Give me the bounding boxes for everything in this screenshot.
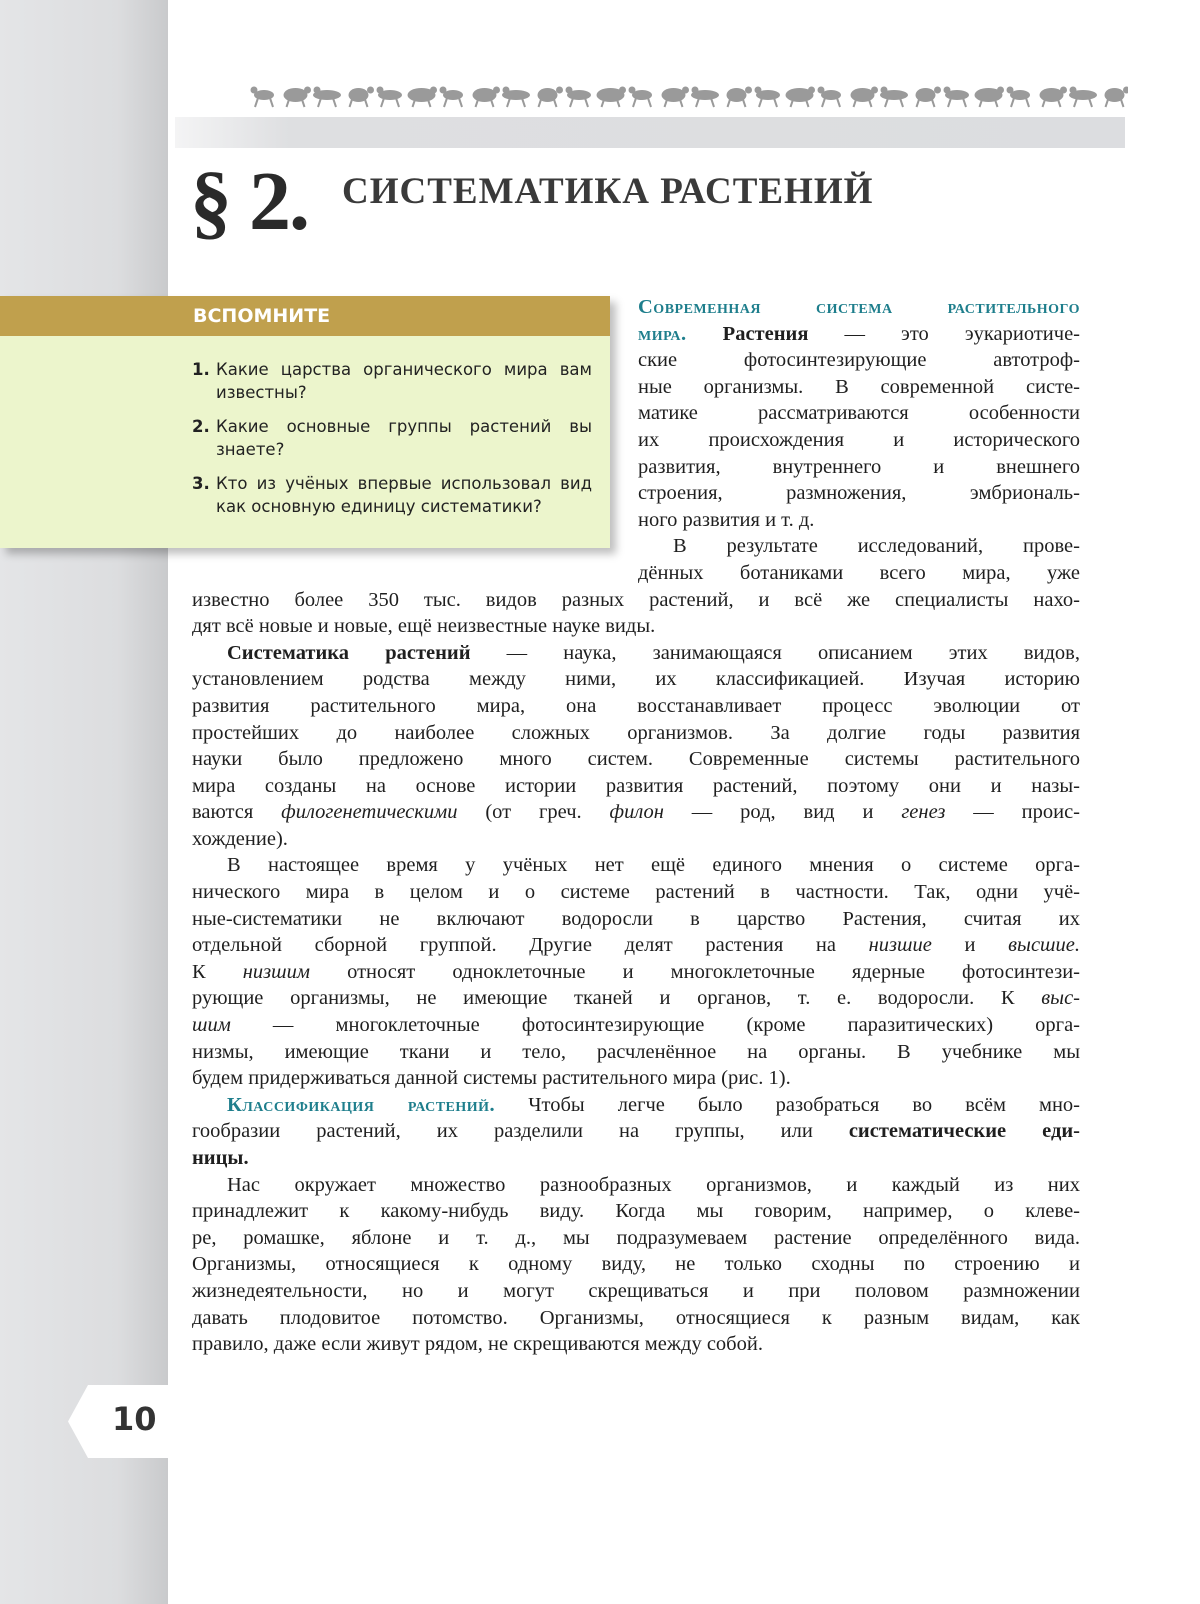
text-line: [192, 1092, 1080, 1119]
emphasis: филогенетическими: [281, 801, 458, 824]
text-line: [192, 1118, 1080, 1145]
text-segment: рующие организмы, не имеющие тканей и органов, т. е. водоросли. К: [192, 987, 1042, 1010]
animal-silhouette-icon: [691, 87, 719, 108]
text-segment: В настоящее время у учёных нет ещё единого мнения о системе орга-: [227, 854, 1080, 877]
animal-silhouette-icon: [440, 87, 464, 108]
subheading: мира.: [638, 322, 687, 345]
subheading: Современная система растительного: [638, 296, 1080, 318]
term: Растения: [722, 322, 809, 345]
question-number: 2.: [192, 417, 210, 436]
text-line: [638, 533, 1080, 560]
text-line: [192, 852, 1080, 879]
text-segment: дят всё новые и новые, ещё неизвестные науке виды.: [192, 615, 656, 638]
text-segment: Чтобы легче было разобраться во всём мно-: [495, 1093, 1080, 1116]
text-line: [192, 1145, 1080, 1172]
text-segment: дённых ботаниками всего мира, уже: [638, 561, 1080, 584]
section-number: § 2.: [190, 155, 308, 248]
question-number: 1.: [192, 360, 210, 379]
recall-header-label: ВСПОМНИТЕ: [193, 305, 331, 327]
text-line: [192, 1039, 1080, 1066]
text-segment: ные организмы. В современной систе-: [638, 375, 1080, 398]
text-line: [638, 400, 1080, 427]
text-line: [192, 746, 1080, 773]
text-line: [192, 613, 1080, 640]
animal-silhouette-icon: [473, 87, 501, 108]
text-segment: ного развития и т. д.: [638, 508, 815, 531]
text-line: [192, 1172, 1080, 1199]
term: систематические еди-: [848, 1120, 1080, 1143]
text-line: [192, 932, 1080, 959]
text-segment: будем придерживаться данной системы растительного мира (рис. 1).: [192, 1067, 791, 1090]
text-line: [192, 906, 1080, 933]
text-line: [638, 294, 1080, 321]
text-segment: — это эукариотиче-: [808, 322, 1081, 345]
emphasis: генез: [901, 801, 946, 824]
animal-silhouette-icon: [251, 87, 275, 108]
text-segment: установлением родства между ними, их классификацией. Изучая историю: [192, 668, 1080, 691]
animal-silhouette-icon: [1105, 87, 1129, 108]
animal-silhouettes-decoration: [248, 80, 1128, 110]
text-line: [638, 480, 1080, 507]
text-line: [638, 560, 1080, 587]
text-segment: нического мира в целом и о системе растений в частности. Так, одни учё-: [192, 881, 1080, 904]
text-line: [192, 720, 1080, 747]
text-segment: развития растительного мира, она восстанавливает процесс эволюции от: [192, 694, 1080, 717]
text-line: [192, 959, 1080, 986]
text-segment: — многоклеточные фотосинтезирующие (кроме паразитических) орга-: [230, 1014, 1080, 1037]
term: ницы.: [192, 1147, 249, 1169]
body-text: [192, 294, 1080, 1358]
text-segment: мира созданы на основе истории развития растений, поэтому они и назы-: [192, 774, 1080, 797]
text-segment: отдельной сборной группой. Другие делят растения на: [192, 934, 869, 957]
text-line: [192, 1225, 1080, 1252]
text-segment: низмы, имеющие ткани и тело, расчленённое на органы. В учебнике мы: [192, 1040, 1080, 1063]
text-segment: — род, вид и: [663, 801, 902, 824]
text-line: [638, 374, 1080, 401]
question-text: Какие царства органического мира вам известны?: [216, 360, 592, 402]
animal-silhouette-icon: [284, 87, 312, 108]
text-segment: [687, 323, 723, 345]
text-line: [192, 826, 1080, 853]
text-segment: Нас окружает множество разнообразных организмов, и каждый из них: [227, 1173, 1080, 1196]
animal-silhouette-icon: [502, 87, 530, 108]
text-line: [192, 1012, 1080, 1039]
text-segment: их происхождения и исторического: [638, 428, 1080, 451]
animal-silhouette-icon: [538, 87, 564, 108]
question-text: Какие основные группы растений вы знаете?: [216, 417, 592, 459]
animal-silhouette-icon: [1040, 87, 1068, 108]
text-segment: правило, даже если живут рядом, не скрещиваются между собой.: [192, 1333, 763, 1356]
emphasis: выс-: [1041, 987, 1080, 1010]
text-segment: В результате исследований, прове-: [673, 535, 1080, 558]
text-segment: — наука, занимающаяся описанием этих видов,: [470, 641, 1080, 664]
text-segment: матике рассматриваются особенности: [638, 402, 1080, 425]
text-line: [192, 1251, 1080, 1278]
emphasis: высшие.: [1008, 934, 1080, 957]
text-segment: ские фотосинтезирующие автотроф-: [638, 349, 1080, 372]
animal-silhouette-icon: [786, 87, 816, 108]
text-segment: К: [192, 960, 243, 983]
emphasis: филон: [609, 801, 664, 824]
text-segment: жизнедеятельности, но и могут скрещиваться и при половом размножении: [192, 1279, 1080, 1302]
animal-silhouette-icon: [313, 87, 341, 108]
animal-silhouette-icon: [727, 87, 753, 108]
text-line: [192, 666, 1080, 693]
text-line: [192, 693, 1080, 720]
text-line: [638, 427, 1080, 454]
text-line: [638, 454, 1080, 481]
text-line: [192, 1278, 1080, 1305]
section-title: СИСТЕМАТИКА РАСТЕНИЙ: [342, 171, 874, 212]
animal-silhouette-icon: [377, 87, 403, 108]
text-segment: давать плодовитое потомство. Организмы, относящиеся к разным видам, как: [192, 1306, 1080, 1329]
animal-silhouette-icon: [1007, 87, 1031, 108]
animal-silhouette-icon: [408, 87, 438, 108]
animal-silhouette-icon: [629, 87, 653, 108]
text-segment: науки было предложено много систем. Современные системы растительного: [192, 748, 1080, 771]
emphasis: низшим: [242, 960, 310, 983]
question-text: Кто из учёных впервые использовал вид как основную единицу систематики?: [216, 474, 592, 516]
text-segment: принадлежит к какому-нибудь виду. Когда мы говорим, например, о клеве-: [192, 1200, 1080, 1223]
animal-silhouette-icon: [597, 87, 627, 108]
text-line: [192, 1305, 1080, 1332]
animal-silhouette-icon: [880, 87, 908, 108]
animal-silhouette-icon: [349, 87, 375, 108]
text-segment: ре, ромашке, яблоне и т. д., мы подразумеваем растение определённого вида.: [192, 1226, 1080, 1249]
text-segment: гообразии растений, их разделили на группы, или: [192, 1120, 849, 1143]
text-segment: и: [931, 934, 1009, 957]
text-line: [192, 879, 1080, 906]
text-segment: развития, внутреннего и внешнего: [638, 455, 1080, 478]
animal-silhouette-icon: [916, 87, 942, 108]
animal-silhouette-icon: [662, 87, 690, 108]
emphasis: шим: [192, 1014, 231, 1037]
page-margin-bar: [0, 0, 168, 1604]
text-segment: ные-систематики не включают водоросли в царство Растения, считая их: [192, 907, 1080, 930]
text-line: [192, 587, 1080, 614]
text-segment: строения, размножения, эмбриональ-: [638, 482, 1080, 505]
text-segment: (от греч.: [457, 801, 610, 824]
animal-silhouette-icon: [851, 87, 879, 108]
header-band: [175, 117, 1125, 148]
text-line: [192, 773, 1080, 800]
text-line: [638, 507, 1080, 534]
text-segment: ваются: [192, 801, 282, 824]
animal-silhouette-icon: [944, 87, 970, 108]
subheading: Классификация растений.: [227, 1093, 496, 1116]
animal-silhouette-icon: [755, 87, 781, 108]
term: Систематика растений: [227, 641, 471, 664]
animal-silhouette-icon: [818, 87, 842, 108]
question-number: 3.: [192, 474, 210, 493]
animal-silhouette-icon: [975, 87, 1005, 108]
text-segment: относят одноклеточные и многоклеточные ядерные фотосинтези-: [310, 960, 1080, 983]
text-line: [192, 1065, 1080, 1092]
page-number: 10: [112, 1400, 157, 1438]
text-segment: простейших до наиболее сложных организмов. За долгие годы развития: [192, 721, 1080, 744]
text-segment: — проис-: [945, 801, 1081, 824]
emphasis: низшие: [868, 934, 932, 957]
text-line: [192, 1331, 1080, 1358]
text-line: [192, 985, 1080, 1012]
text-line: [192, 640, 1080, 667]
text-segment: известно более 350 тыс. видов разных растений, и всё же специалисты нахо-: [192, 588, 1080, 611]
text-segment: хождение).: [192, 827, 288, 850]
text-line: [638, 347, 1080, 374]
text-line: [192, 799, 1080, 826]
text-segment: Организмы, относящиеся к одному виду, не только сходны по строению и: [192, 1253, 1080, 1276]
text-line: [192, 1198, 1080, 1225]
animal-silhouette-icon: [566, 87, 592, 108]
animal-silhouette-icon: [1069, 87, 1097, 108]
text-line: [638, 321, 1080, 348]
